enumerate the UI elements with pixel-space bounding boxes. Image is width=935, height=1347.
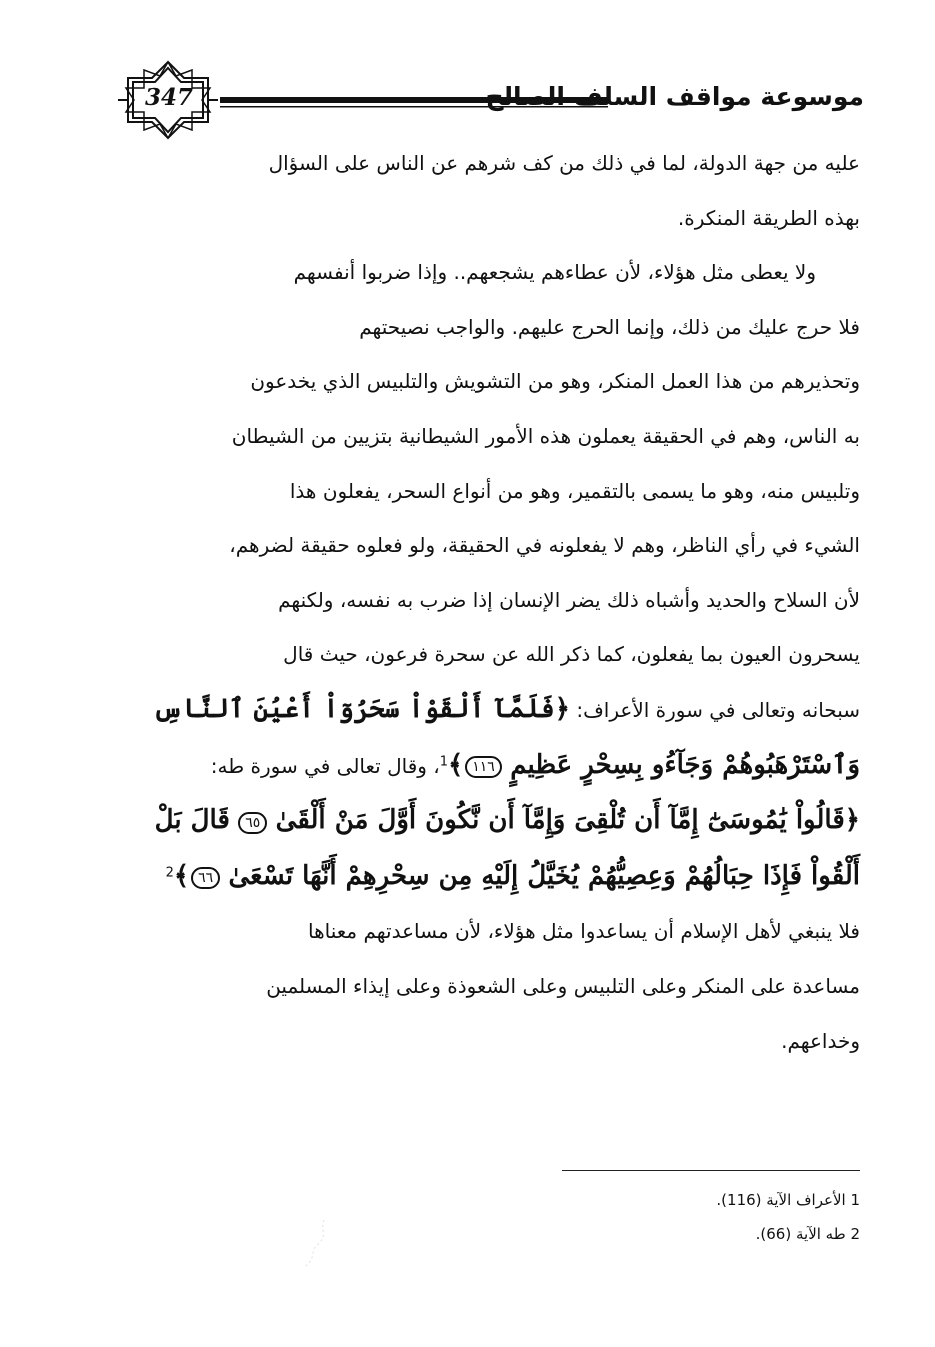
text-line: يسحرون العيون بما يفعلون، كما ذكر الله عن سحرة فرعون، حيث قال bbox=[283, 642, 860, 667]
text-line: وخداعهم. bbox=[781, 1028, 860, 1053]
text-line: مساعدة على المنكر وعلى التلبيس وعلى الشعوذة وعلى إيذاء المسلمين bbox=[266, 973, 860, 998]
text-span: وقال تعالى في سورة طه: bbox=[210, 753, 427, 778]
ayah-number-mark: ٦٥ bbox=[238, 812, 267, 834]
text-line: به الناس، وهم في الحقيقة يعملون هذه الأمور الشيطانية بتزيين من الشيطان bbox=[231, 423, 860, 448]
quran-verse: وَٱسْتَرْهَبُوهُمْ وَجَآءُو بِسِحْرٍ عَظِيمٍ bbox=[510, 749, 860, 780]
text-span: سبحانه وتعالى في سورة الأعراف: bbox=[576, 697, 860, 722]
scan-smudge bbox=[300, 1218, 330, 1268]
ayah-number-mark: ١١٦ bbox=[465, 756, 502, 778]
verse-line-3 bbox=[118, 793, 860, 849]
page-number: 347 bbox=[144, 84, 193, 111]
footnote-text: الأعراف الآية (116). bbox=[716, 1191, 846, 1209]
book-title: موسوعة مواقف السلف الصالح bbox=[485, 82, 864, 111]
footnote-ref: 2 bbox=[165, 865, 174, 881]
text-line: وتحذيرهم من هذا العمل المنكر، وهو من التشويش والتلبيس الذي يخدعون bbox=[250, 369, 860, 394]
page-header bbox=[118, 60, 868, 140]
quran-verse: أَلْقُواْ فَإِذَا حِبَالُهُمْ وَعِصِيُّهُمْ يُخَيَّلُ إِلَيْهِ مِن سِحْرِهِمْ أَنَّهَا تَسْعَىٰ bbox=[228, 860, 860, 891]
footnote-separator bbox=[562, 1170, 860, 1171]
text-line: ولا يعطى مثل هؤلاء، لأن عطاءهم يشجعهم.. وإذا ضربوا أنفسهم bbox=[293, 260, 816, 285]
quran-verse: قَالَ بَلْ bbox=[154, 805, 230, 836]
verse-close-bracket: ﴾ bbox=[448, 749, 464, 780]
quran-verse: ﴿فَلَمَّآ أَلْقَوْاْ سَحَرُوٓاْ أَعْيُنَ ٱلنَّاسِ bbox=[152, 693, 570, 724]
text-line: فلا ينبغي لأهل الإسلام أن يساعدوا مثل هؤلاء، لأن مساعدتهم معناها bbox=[308, 919, 860, 944]
ayah-number-mark: ٦٦ bbox=[191, 867, 220, 889]
verse-line-1 bbox=[118, 682, 860, 738]
text-line: عليه من جهة الدولة، لما في ذلك من كف شرهم عن الناس على السؤال bbox=[268, 151, 860, 175]
body-text bbox=[118, 136, 860, 1068]
text-line: بهذه الطريقة المنكرة. bbox=[677, 205, 860, 230]
footnote-item bbox=[560, 1217, 860, 1251]
text-line: فلا حرج عليك من ذلك، وإنما الحرج عليهم. والواجب نصيحتهم bbox=[359, 314, 860, 339]
footnote-number: 1 bbox=[850, 1191, 860, 1209]
text-line: وتلبيس منه، وهو ما يسمى بالتقمير، وهو من أنواع السحر، يفعلون هذا bbox=[289, 478, 860, 503]
verse-close-bracket: ﴾ bbox=[173, 860, 190, 891]
footnote-number: 2 bbox=[850, 1225, 860, 1243]
verse-line-2: وَٱسْتَرْهَبُوهُمْ وَجَآءُو بِسِحْرٍ عَظِيمٍ ١١٦﴾$^1$، وقال تعالى في سورة طه: bbox=[210, 749, 860, 780]
text-line: لأن السلاح والحديد وأشباه ذلك يضر الإنسان إذا ضرب به نفسه، ولكنهم bbox=[278, 587, 860, 612]
footnote-item bbox=[560, 1183, 860, 1217]
quran-verse: ﴿قَالُواْ يَٰمُوسَىٰٓ إِمَّآ أَن تُلْقِىَ وَإِمَّآ أَن نَّكُونَ أَوَّلَ مَنْ أَلْقَىٰ bbox=[275, 805, 860, 836]
footnotes bbox=[560, 1183, 860, 1251]
footnote-text: طه الآية (66). bbox=[755, 1225, 846, 1243]
text-line: الشيء في رأي الناظر، وهم لا يفعلونه في الحقيقة، ولو فعلوه حقيقة لضرهم، bbox=[229, 533, 860, 558]
footnote-ref: 1 bbox=[439, 753, 449, 769]
verse-line-4 bbox=[118, 849, 860, 905]
